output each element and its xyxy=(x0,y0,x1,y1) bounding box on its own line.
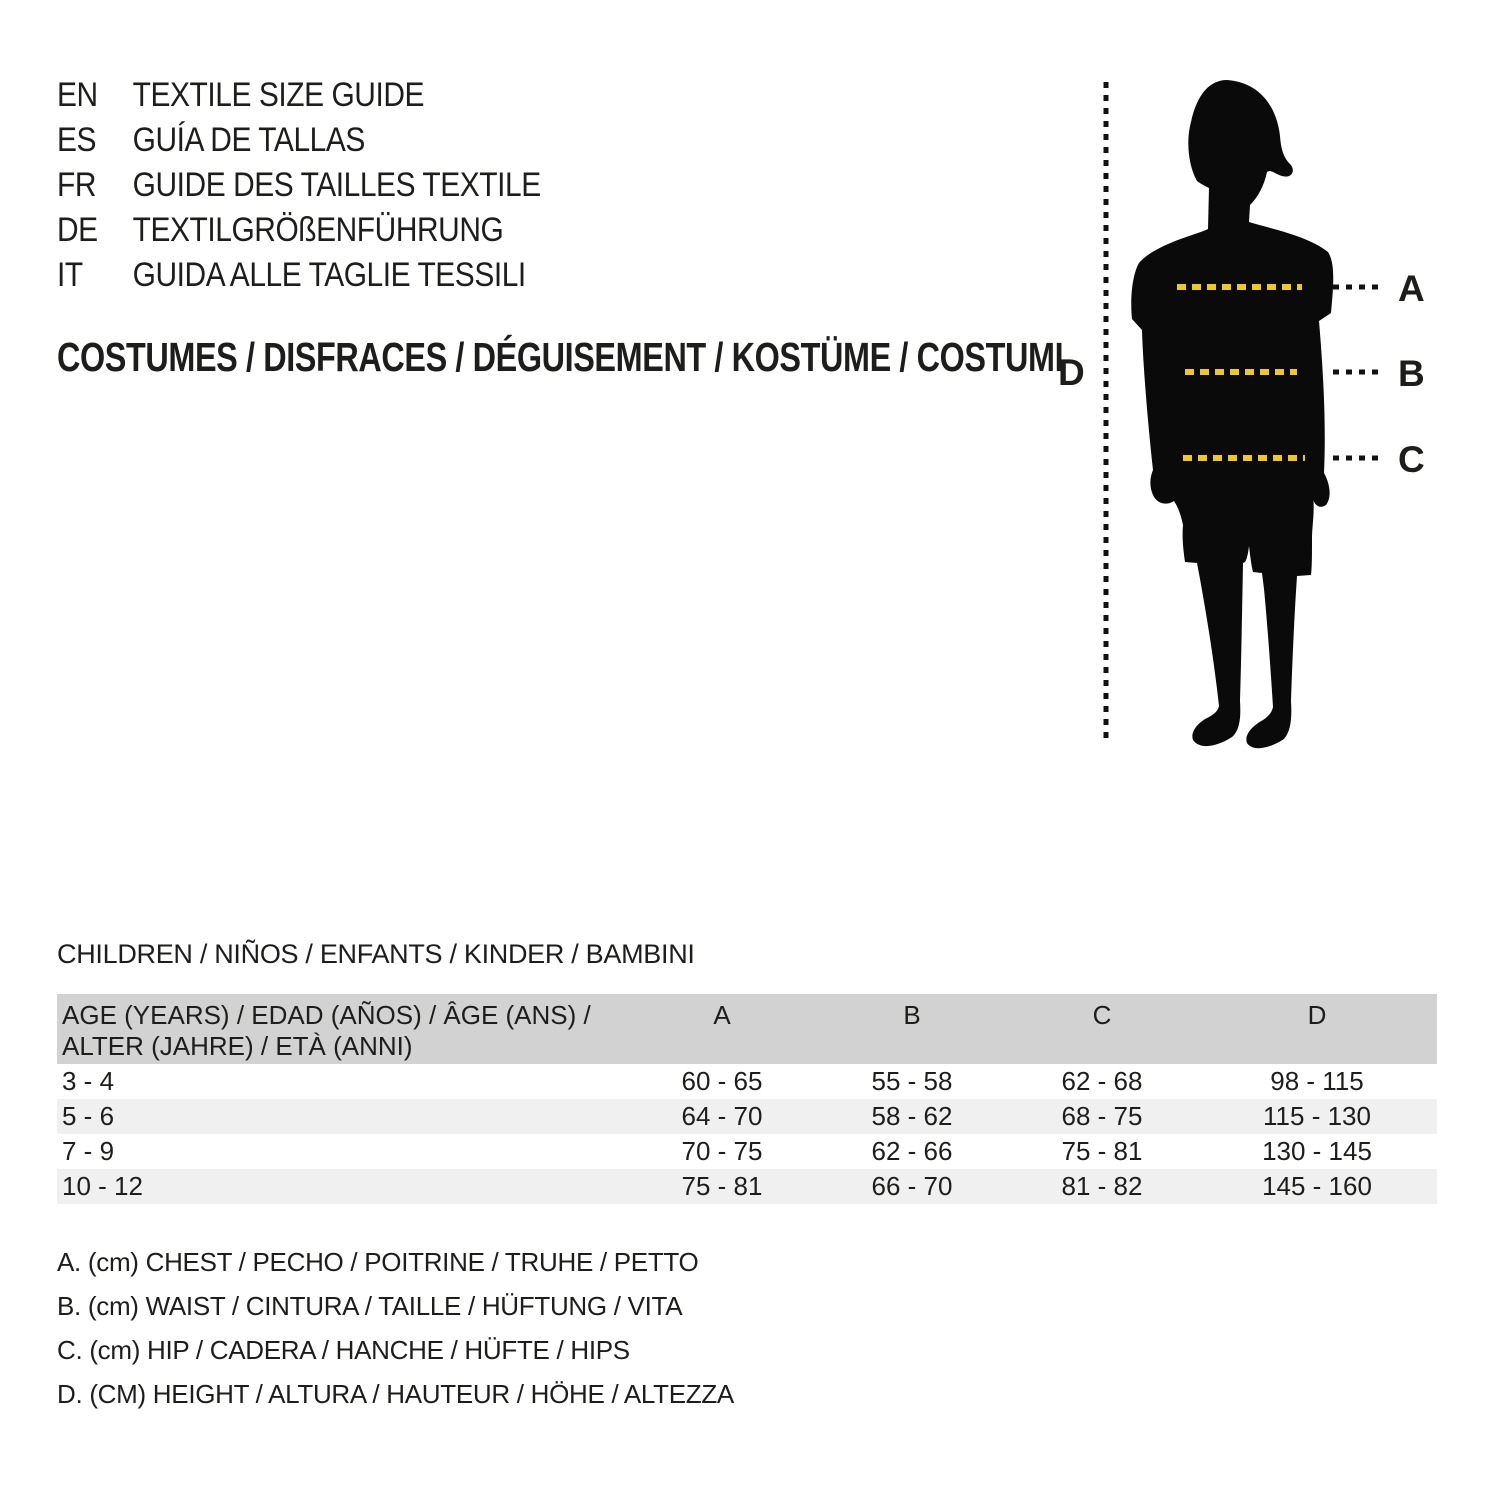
age-cell: 7 - 9 xyxy=(62,1136,115,1166)
column-header-a: A xyxy=(713,1000,731,1030)
guide-title-translation: GUIDA ALLE TAGLIE TESSILI xyxy=(132,256,526,294)
table-header xyxy=(57,994,1437,1064)
language-row xyxy=(57,118,541,163)
guide-title-translation: TEXTILE SIZE GUIDE xyxy=(132,76,425,114)
age-cell: 5 - 6 xyxy=(62,1101,115,1131)
height-label-d: D xyxy=(1058,352,1085,393)
language-row xyxy=(57,163,541,208)
legend-line-a: A. (cm) CHEST / PECHO / POITRINE / TRUHE / PETTO xyxy=(57,1247,699,1277)
age-column-header xyxy=(57,1000,627,1064)
table-row xyxy=(57,1134,1437,1169)
size-cell-d: 98 - 115 xyxy=(1270,1066,1364,1096)
table-row xyxy=(57,1099,1437,1134)
guide-title-translation: GUÍA DE TALLAS xyxy=(132,121,365,159)
measurement-legend xyxy=(57,1240,734,1416)
language-code: ES xyxy=(57,121,97,159)
child-silhouette xyxy=(1131,80,1333,748)
size-cell-b: 62 - 66 xyxy=(871,1136,953,1166)
costumes-title: COSTUMES / DISFRACES / DÉGUISEMENT / KOSTÜME / COSTUMI xyxy=(57,334,1064,380)
size-cell-d: 115 - 130 xyxy=(1263,1101,1371,1131)
legend-line-c: C. (cm) HIP / CADERA / HANCHE / HÜFTE / HIPS xyxy=(57,1335,630,1365)
guide-title-translation: GUIDE DES TAILLES TEXTILE xyxy=(132,166,541,204)
table-row xyxy=(57,1169,1437,1204)
table-row xyxy=(57,1064,1437,1099)
age-cell: 10 - 12 xyxy=(62,1171,143,1201)
children-section-title: CHILDREN / NIÑOS / ENFANTS / KINDER / BAMBINI xyxy=(57,939,695,969)
size-cell-c: 68 - 75 xyxy=(1061,1101,1143,1131)
size-cell-b: 66 - 70 xyxy=(871,1171,953,1201)
size-cell-d: 145 - 160 xyxy=(1262,1171,1372,1201)
language-row xyxy=(57,208,541,253)
size-cell-a: 70 - 75 xyxy=(681,1136,763,1166)
column-header-c: C xyxy=(1092,1000,1112,1030)
size-cell-a: 64 - 70 xyxy=(681,1101,763,1131)
chest-label-a: A xyxy=(1398,268,1425,309)
measurement-figure xyxy=(1040,60,1500,760)
size-cell-b: 55 - 58 xyxy=(871,1066,953,1096)
age-header-line2: ALTER (JAHRE) / ETÀ (ANNI) xyxy=(62,1031,413,1061)
age-cell: 3 - 4 xyxy=(62,1066,115,1096)
language-code: EN xyxy=(57,76,98,114)
size-cell-c: 81 - 82 xyxy=(1061,1171,1143,1201)
children-size-table xyxy=(57,994,1437,1204)
size-cell-c: 75 - 81 xyxy=(1061,1136,1143,1166)
legend-line-b: B. (cm) WAIST / CINTURA / TAILLE / HÜFTUNG / VITA xyxy=(57,1291,683,1321)
size-cell-c: 62 - 68 xyxy=(1061,1066,1143,1096)
hip-label-c: C xyxy=(1398,439,1425,480)
language-code: IT xyxy=(57,256,83,294)
size-cell-d: 130 - 145 xyxy=(1262,1136,1372,1166)
language-code: DE xyxy=(57,211,98,249)
language-title-list xyxy=(57,73,541,298)
size-cell-a: 60 - 65 xyxy=(681,1066,763,1096)
column-header-b: B xyxy=(903,1000,921,1030)
language-row xyxy=(57,253,541,298)
age-header-line1: AGE (YEARS) / EDAD (AÑOS) / ÂGE (ANS) / xyxy=(62,1000,591,1030)
column-header-d: D xyxy=(1307,1000,1327,1030)
size-cell-b: 58 - 62 xyxy=(871,1101,953,1131)
language-code: FR xyxy=(57,166,97,204)
size-cell-a: 75 - 81 xyxy=(681,1171,763,1201)
language-row xyxy=(57,73,541,118)
waist-label-b: B xyxy=(1398,353,1425,394)
legend-line-d: D. (CM) HEIGHT / ALTURA / HAUTEUR / HÖHE / ALTEZZA xyxy=(57,1379,734,1409)
guide-title-translation: TEXTILGRÖßENFÜHRUNG xyxy=(132,211,504,249)
